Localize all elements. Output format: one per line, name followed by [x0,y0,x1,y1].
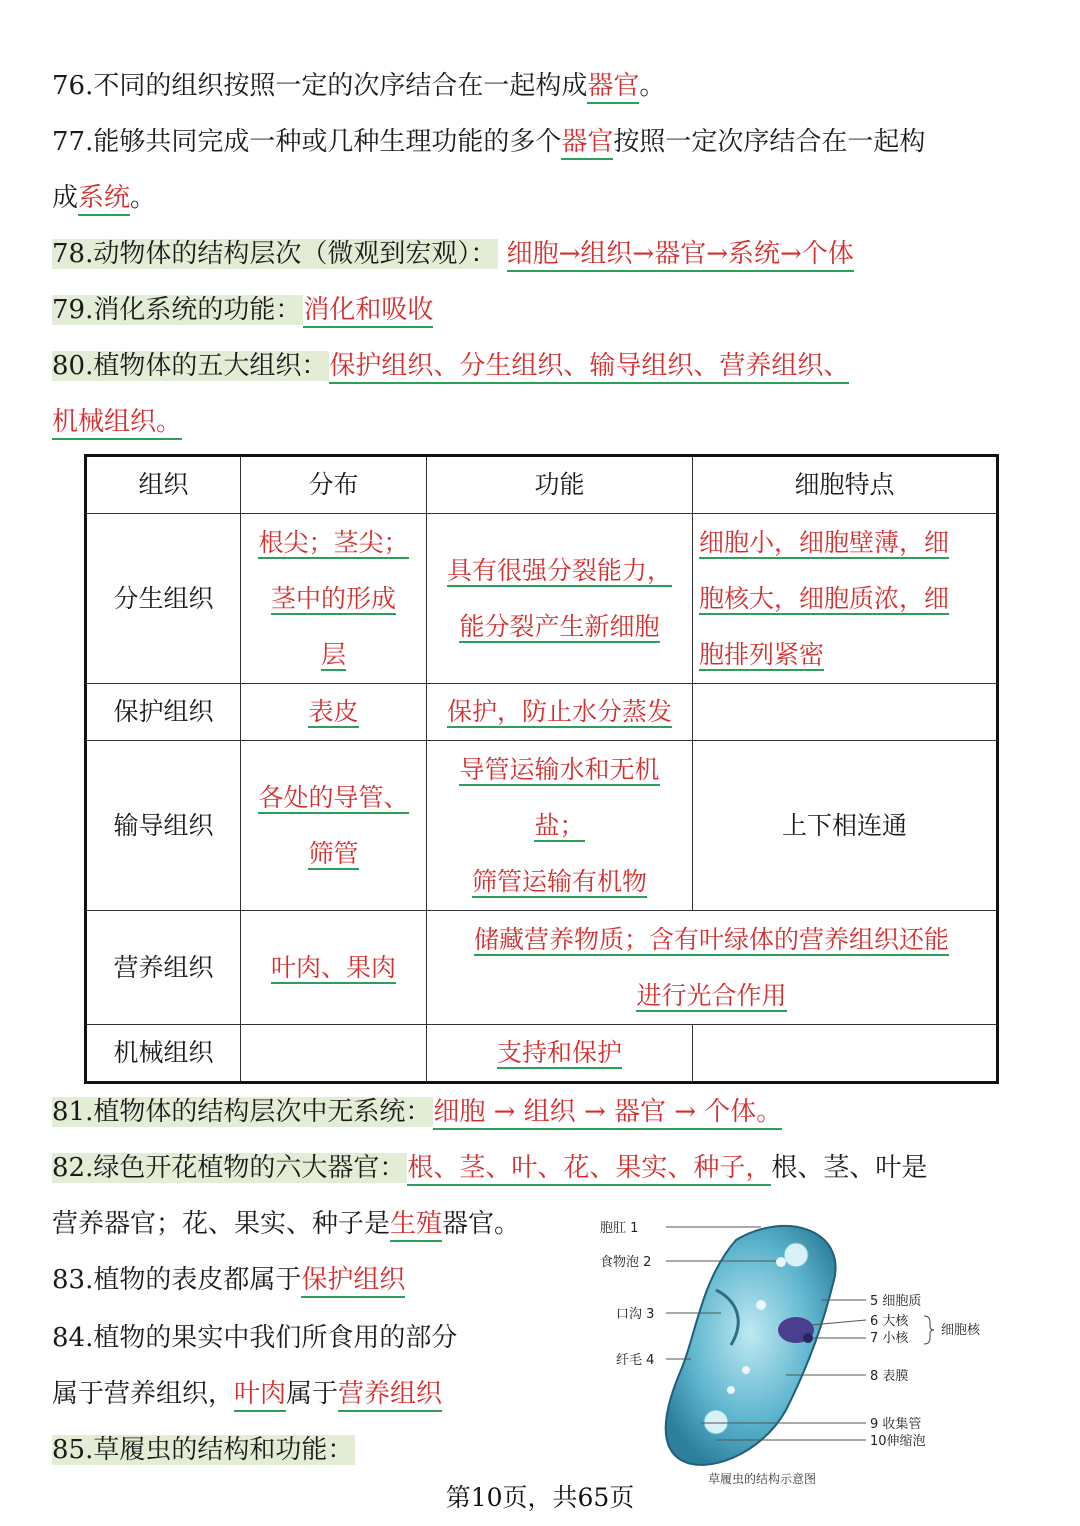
table-header: 细胞特点 [693,456,998,514]
label-nucleus: 细胞核 [941,1323,981,1338]
food-vacuole [776,1257,786,1267]
item-81-question: 81.植物体的结构层次中无系统： [52,1097,432,1127]
item-79-question: 79.消化系统的功能： [52,295,302,325]
label-cilia: 纤毛 4 [616,1353,655,1368]
item-79 [52,290,433,330]
item-82-cont-suffix: 器官。 [442,1209,521,1239]
food-vacuole [756,1300,766,1310]
item-77-cont [52,178,156,218]
table-row [86,741,998,911]
item-80 [52,346,849,386]
food-vacuole [727,1386,735,1394]
item-80-answer: 保护组织、分生组织、输导组织、营养组织、 [329,351,849,384]
item-76-suffix: 。 [639,71,666,101]
item-84-cont [52,1374,442,1414]
item-82-suffix: 根、茎、叶是 [771,1153,928,1183]
food-vacuole [742,1366,750,1374]
paramecium-diagram [596,1210,1006,1500]
tissue-name: 保护组织 [86,684,241,741]
item-77-text: 77.能够共同完成一种或几种生理功能的多个 [52,127,562,157]
item-79-answer: 消化和吸收 [303,295,433,328]
item-84-text: 84.植物的果实中我们所食用的部分 [52,1323,458,1353]
paramecium-body [666,1226,836,1465]
item-84-answer-1: 叶肉 [234,1379,286,1412]
item-77 [52,122,925,162]
item-80-cont-answer: 机械组织。 [52,407,182,440]
item-82-question: 82.绿色开花植物的六大器官： [52,1153,406,1183]
item-76-text: 76.不同的组织按照一定的次序结合在一起构成 [52,71,588,101]
item-81-answer: 细胞 → 组织 → 器官 → 个体。 [433,1097,782,1130]
tissue-distribution: 根尖；茎尖； 茎中的形成 层 [241,514,427,684]
tissue-table [84,454,999,1084]
tissue-function: 导管运输水和无机 盐； 筛管运输有机物 [427,741,693,911]
item-80-question: 80.植物体的五大组织： [52,351,328,381]
item-85-question: 85.草履虫的结构和功能： [52,1435,354,1465]
label-food-vacuole: 食物泡 2 [600,1255,652,1270]
item-80-cont [52,402,182,442]
item-82-cont-answer: 生殖 [390,1209,442,1242]
table-row [86,514,998,684]
label-pellicle: 8 表膜 [870,1369,909,1384]
item-85 [52,1430,355,1470]
item-77-cont-suffix: 。 [130,183,157,213]
page-footer: 第10页，共65页 [445,1483,635,1512]
tissue-name: 输导组织 [86,741,241,911]
label-anal-pore: 胞肛 1 [600,1221,639,1236]
tissue-function: 储藏营养物质；含有叶绿体的营养组织还能 进行光合作用 [427,911,998,1025]
tissue-cell-features: 上下相连通 [693,741,998,911]
tissue-distribution: 叶肉、果肉 [241,911,427,1025]
label-contractile-vacuole: 10伸缩泡 [870,1434,926,1449]
item-82-cont [52,1204,520,1244]
contractile-vacuole [704,1410,728,1434]
item-84-answer-2: 营养组织 [338,1379,442,1412]
table-header: 功能 [427,456,693,514]
item-77-cont-text: 成 [52,183,79,213]
item-83 [52,1260,405,1300]
tissue-cell-features [693,1025,998,1083]
tissue-distribution: 各处的导管、 筛管 [241,741,427,911]
item-78-answer: 细胞→组织→器官→系统→个体 [507,239,854,272]
tissue-function: 保护，防止水分蒸发 [427,684,693,741]
tissue-distribution [241,1025,427,1083]
label-oral-groove: 口沟 3 [616,1307,655,1322]
item-84-mid: 属于 [286,1379,339,1409]
item-83-answer: 保护组织 [301,1265,405,1298]
item-81 [52,1092,782,1132]
item-76-answer: 器官 [587,71,639,104]
tissue-function: 具有很强分裂能力， 能分裂产生新细胞 [427,514,693,684]
table-row [86,684,998,741]
brace [924,1316,934,1344]
label-micronucleus: 7 小核 [870,1331,909,1346]
table-header: 分布 [241,456,427,514]
item-82 [52,1148,927,1188]
table-header: 组织 [86,456,241,514]
label-cytoplasm: 5 细胞质 [870,1294,922,1309]
item-84-cont-text: 属于营养组织， [52,1379,235,1409]
item-77-suffix: 按照一定次序结合在一起构 [613,127,926,157]
item-77-answer: 器官 [561,127,613,160]
figure-caption: 草履虫的结构示意图 [708,1472,817,1486]
tissue-function: 支持和保护 [427,1025,693,1083]
table-row [86,1025,998,1083]
tissue-cell-features [693,684,998,741]
item-84 [52,1318,457,1358]
tissue-cell-features: 细胞小，细胞壁薄，细 胞核大，细胞质浓，细 胞排列紧密 [693,514,998,684]
table-header-row [86,456,998,514]
item-76 [52,66,665,106]
label-collecting-canal: 9 收集管 [870,1417,922,1432]
tissue-name: 机械组织 [86,1025,241,1083]
micronucleus [803,1333,813,1343]
item-83-text: 83.植物的表皮都属于 [52,1265,302,1295]
tissue-name: 分生组织 [86,514,241,684]
item-82-answer: 根、茎、叶、花、果实、种子， [407,1153,771,1186]
table-row [86,911,998,1025]
tissue-distribution: 表皮 [241,684,427,741]
item-78 [52,234,854,274]
item-82-cont-text: 营养器官；花、果实、种子是 [52,1209,391,1239]
label-macronucleus: 6 大核 [870,1314,909,1329]
tissue-name: 营养组织 [86,911,241,1025]
item-77-cont-answer: 系统 [78,183,130,216]
item-78-question: 78.动物体的结构层次（微观到宏观）： [52,239,497,269]
contractile-vacuole [784,1243,808,1267]
